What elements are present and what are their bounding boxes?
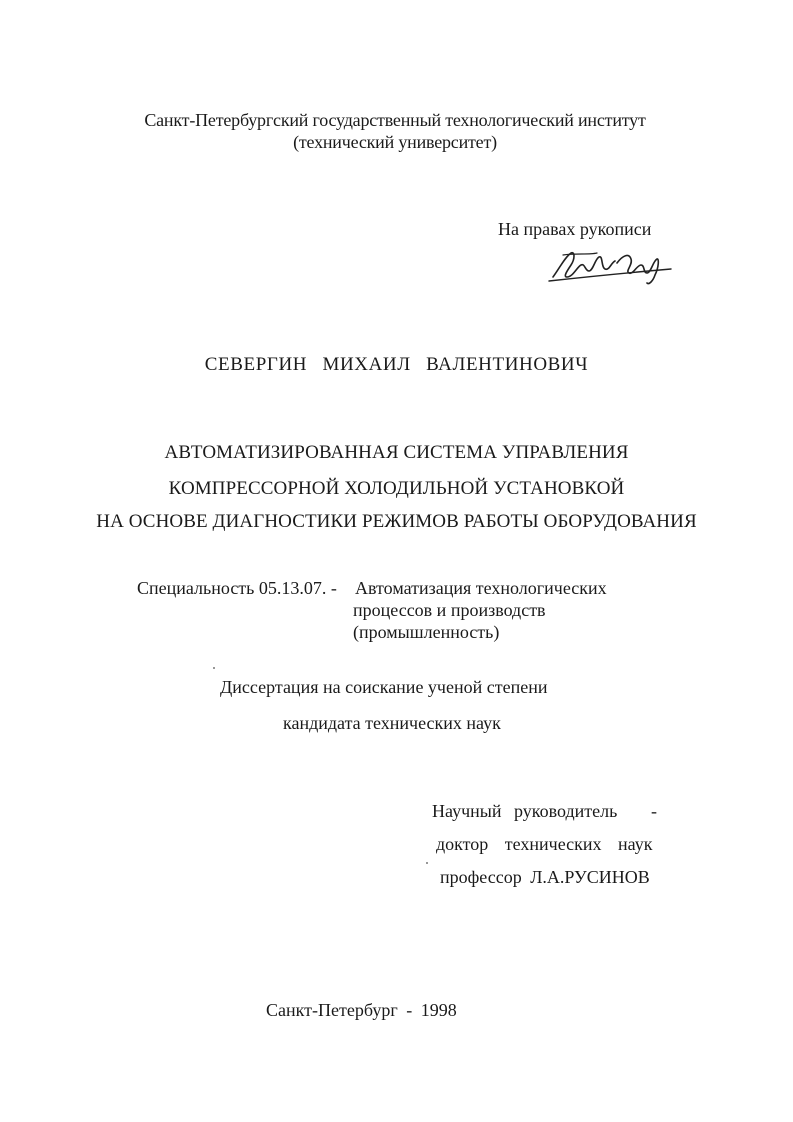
specialty-line-3: (промышленность) [353,622,500,642]
scan-speck [213,667,215,669]
dissertation-title-line-1: АВТОМАТИЗИРОВАННАЯ СИСТЕМА УПРАВЛЕНИЯ [164,442,629,463]
dissertation-degree-line-1: Диссертация на соискание ученой степени [220,677,548,697]
supervisor-role: Научный руководитель [432,801,618,821]
supervisor-dash: - [651,801,657,821]
specialty-line-1: Автоматизация технологических [355,578,607,598]
manuscript-rights-note: На правах рукописи [498,219,652,239]
dissertation-title-line-3: НА ОСНОВЕ ДИАГНОСТИКИ РЕЖИМОВ РАБОТЫ ОБОРУДОВАНИЯ [96,511,697,532]
dissertation-degree-line-2: кандидата технических наук [283,713,501,733]
scan-speck [426,862,428,864]
specialty-label: Специальность 05.13.07. - [137,578,337,598]
supervisor-name: профессор Л.А.РУСИНОВ [440,867,650,887]
institute-name: Санкт-Петербургский государственный технологический институт [144,110,646,130]
signature-icon [545,243,675,287]
institute-subtitle: (технический университет) [293,132,497,152]
supervisor-degree: доктор технических наук [436,834,653,854]
dissertation-title-line-2: КОМПРЕССОРНОЙ ХОЛОДИЛЬНОЙ УСТАНОВКОЙ [168,478,625,499]
place-and-year: Санкт-Петербург - 1998 [266,1000,457,1020]
author-name: СЕВЕРГИН МИХАИЛ ВАЛЕНТИНОВИЧ [204,354,589,375]
specialty-line-2: процессов и производств [353,600,546,620]
